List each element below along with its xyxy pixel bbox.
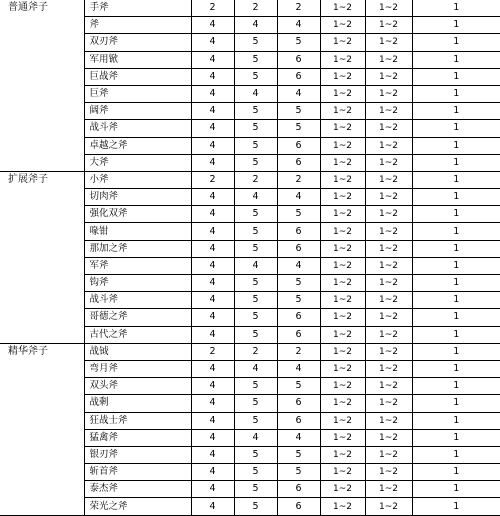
group-cell [0,34,84,51]
stat-a-cell: 4 [191,206,234,223]
count-cell: 1 [412,85,500,102]
stat-b-cell: 4 [234,17,277,34]
stat-b-cell: 5 [234,223,277,240]
count-cell: 1 [412,120,500,137]
count-cell: 1 [412,240,500,257]
stat-c-cell: 5 [277,103,320,120]
table-row [0,189,500,206]
table-row [0,240,500,257]
stat-b-cell: 5 [234,120,277,137]
item-name-cell: 那加之斧 [84,240,191,257]
stat-c-cell: 2 [277,343,320,360]
stat-a-cell: 4 [191,257,234,274]
table-row [0,154,500,171]
stat-a-cell: 4 [191,429,234,446]
stat-b-cell: 5 [234,34,277,51]
stat-b-cell: 5 [234,498,277,515]
group-cell [0,240,84,257]
count-cell: 1 [412,292,500,309]
table-row [0,464,500,481]
range-b-cell: 1~2 [365,34,412,51]
stat-c-cell: 5 [277,378,320,395]
group-label: 精华斧子 [8,346,48,358]
count-cell: 1 [412,171,500,188]
stat-b-cell: 5 [234,464,277,481]
item-name-cell: 银刃斧 [84,446,191,463]
range-a-cell: 1~2 [320,360,365,377]
range-b-cell: 1~2 [365,137,412,154]
item-name-cell: 泰杰斧 [84,481,191,498]
table-row [0,395,500,412]
item-name-cell: 狂战士斧 [84,412,191,429]
range-a-cell: 1~2 [320,223,365,240]
count-cell: 1 [412,326,500,343]
count-cell: 1 [412,17,500,34]
range-a-cell: 1~2 [320,137,365,154]
group-cell [0,206,84,223]
stat-b-cell: 4 [234,189,277,206]
table-row [0,103,500,120]
item-name-cell: 战斗斧 [84,120,191,137]
stat-c-cell: 6 [277,498,320,515]
range-a-cell: 1~2 [320,395,365,412]
table-row [0,412,500,429]
range-a-cell: 1~2 [320,68,365,85]
stat-a-cell: 4 [191,498,234,515]
stat-b-cell: 5 [234,326,277,343]
item-name-cell: 喙钳 [84,223,191,240]
stat-a-cell: 4 [191,292,234,309]
count-cell: 1 [412,481,500,498]
stat-a-cell: 4 [191,240,234,257]
range-a-cell: 1~2 [320,257,365,274]
table-row [0,171,500,188]
table-row [0,85,500,102]
stat-c-cell: 4 [277,257,320,274]
stat-a-cell: 4 [191,412,234,429]
item-name-cell: 军用锨 [84,51,191,68]
stat-c-cell: 6 [277,309,320,326]
group-cell [0,223,84,240]
range-b-cell: 1~2 [365,378,412,395]
stat-a-cell: 4 [191,395,234,412]
stat-a-cell: 4 [191,481,234,498]
group-cell [0,154,84,171]
range-b-cell: 1~2 [365,498,412,515]
stat-c-cell: 6 [277,154,320,171]
count-cell: 1 [412,378,500,395]
item-name-cell: 强化双斧 [84,206,191,223]
range-a-cell: 1~2 [320,446,365,463]
range-a-cell: 1~2 [320,17,365,34]
stat-c-cell: 4 [277,189,320,206]
range-b-cell: 1~2 [365,240,412,257]
stat-c-cell: 5 [277,464,320,481]
stat-a-cell: 4 [191,360,234,377]
range-b-cell: 1~2 [365,0,412,17]
group-cell [0,85,84,102]
stat-a-cell: 4 [191,103,234,120]
stat-b-cell: 5 [234,103,277,120]
range-b-cell: 1~2 [365,481,412,498]
item-name-cell: 大斧 [84,154,191,171]
stat-c-cell: 4 [277,17,320,34]
range-b-cell: 1~2 [365,446,412,463]
range-b-cell: 1~2 [365,103,412,120]
count-cell: 1 [412,309,500,326]
range-b-cell: 1~2 [365,223,412,240]
stat-a-cell: 4 [191,120,234,137]
count-cell: 1 [412,412,500,429]
range-a-cell: 1~2 [320,309,365,326]
count-cell: 1 [412,446,500,463]
range-a-cell: 1~2 [320,343,365,360]
stat-b-cell: 5 [234,51,277,68]
stat-c-cell: 4 [277,360,320,377]
stat-c-cell: 2 [277,0,320,17]
group-cell [0,326,84,343]
count-cell: 1 [412,206,500,223]
stat-b-cell: 5 [234,137,277,154]
range-b-cell: 1~2 [365,257,412,274]
group-cell [0,137,84,154]
count-cell: 1 [412,154,500,171]
group-cell [0,51,84,68]
item-name-cell: 战剩 [84,395,191,412]
stat-b-cell: 5 [234,68,277,85]
stat-a-cell: 4 [191,17,234,34]
range-a-cell: 1~2 [320,120,365,137]
range-a-cell: 1~2 [320,51,365,68]
item-name-cell: 卓越之斧 [84,137,191,154]
group-cell [0,275,84,292]
stat-a-cell: 2 [191,343,234,360]
range-a-cell: 1~2 [320,498,365,515]
group-label: 扩展斧子 [8,174,48,186]
stat-c-cell: 6 [277,412,320,429]
range-b-cell: 1~2 [365,343,412,360]
range-a-cell: 1~2 [320,103,365,120]
stat-b-cell: 4 [234,257,277,274]
range-b-cell: 1~2 [365,51,412,68]
stat-a-cell: 4 [191,464,234,481]
group-cell [0,292,84,309]
item-name-cell: 战斗斧 [84,292,191,309]
count-cell: 1 [412,275,500,292]
stat-a-cell: 4 [191,326,234,343]
stat-c-cell: 5 [277,34,320,51]
range-a-cell: 1~2 [320,240,365,257]
item-name-cell: 战钺 [84,343,191,360]
group-cell [0,68,84,85]
group-cell [0,412,84,429]
stat-a-cell: 4 [191,275,234,292]
table-row [0,257,500,274]
range-a-cell: 1~2 [320,154,365,171]
table-row [0,360,500,377]
group-label: 普通斧子 [8,2,48,14]
stat-c-cell: 5 [277,120,320,137]
item-name-cell: 钩斧 [84,275,191,292]
stat-b-cell: 4 [234,429,277,446]
count-cell: 1 [412,464,500,481]
stat-a-cell: 4 [191,154,234,171]
count-cell: 1 [412,137,500,154]
stat-a-cell: 4 [191,309,234,326]
stat-b-cell: 2 [234,0,277,17]
table-row [0,326,500,343]
range-b-cell: 1~2 [365,171,412,188]
group-cell [0,360,84,377]
stat-a-cell: 4 [191,223,234,240]
range-a-cell: 1~2 [320,34,365,51]
table-row [0,378,500,395]
range-a-cell: 1~2 [320,481,365,498]
stat-c-cell: 6 [277,137,320,154]
item-name-cell: 军斧 [84,257,191,274]
group-cell [0,498,84,515]
item-name-cell: 手斧 [84,0,191,17]
range-b-cell: 1~2 [365,206,412,223]
group-cell [0,378,84,395]
count-cell: 1 [412,395,500,412]
table-row [0,343,500,360]
item-name-cell: 哥德之斧 [84,309,191,326]
stat-b-cell: 4 [234,85,277,102]
item-name-cell: 双刃斧 [84,34,191,51]
group-cell [0,257,84,274]
group-cell [0,481,84,498]
item-name-cell: 猛禽斧 [84,429,191,446]
table-row [0,275,500,292]
stat-a-cell: 4 [191,446,234,463]
range-a-cell: 1~2 [320,326,365,343]
item-name-cell: 巨斧 [84,85,191,102]
stat-a-cell: 4 [191,137,234,154]
stat-b-cell: 5 [234,378,277,395]
table-row [0,223,500,240]
item-name-cell: 小斧 [84,171,191,188]
count-cell: 1 [412,34,500,51]
count-cell: 1 [412,51,500,68]
stat-b-cell: 5 [234,481,277,498]
stat-c-cell: 4 [277,429,320,446]
range-b-cell: 1~2 [365,395,412,412]
range-a-cell: 1~2 [320,189,365,206]
stat-b-cell: 2 [234,171,277,188]
stat-b-cell: 5 [234,309,277,326]
table-row [0,446,500,463]
count-cell: 1 [412,498,500,515]
count-cell: 1 [412,103,500,120]
range-a-cell: 1~2 [320,464,365,481]
range-b-cell: 1~2 [365,17,412,34]
item-name-cell: 荣光之斧 [84,498,191,515]
table-row [0,34,500,51]
stat-a-cell: 2 [191,0,234,17]
item-name-cell: 阔斧 [84,103,191,120]
group-cell [0,395,84,412]
range-b-cell: 1~2 [365,189,412,206]
item-name-cell: 斩首斧 [84,464,191,481]
range-b-cell: 1~2 [365,412,412,429]
stat-b-cell: 5 [234,292,277,309]
count-cell: 1 [412,429,500,446]
range-b-cell: 1~2 [365,275,412,292]
count-cell: 1 [412,360,500,377]
stat-b-cell: 2 [234,343,277,360]
count-cell: 1 [412,343,500,360]
table-row [0,120,500,137]
range-b-cell: 1~2 [365,429,412,446]
count-cell: 1 [412,257,500,274]
range-b-cell: 1~2 [365,464,412,481]
range-b-cell: 1~2 [365,68,412,85]
count-cell: 1 [412,223,500,240]
group-cell [0,429,84,446]
stat-c-cell: 5 [277,275,320,292]
table-row [0,0,500,17]
stat-c-cell: 5 [277,292,320,309]
stat-b-cell: 5 [234,154,277,171]
count-cell: 1 [412,0,500,17]
stat-a-cell: 2 [191,171,234,188]
group-cell [0,464,84,481]
range-b-cell: 1~2 [365,292,412,309]
stat-c-cell: 2 [277,171,320,188]
range-b-cell: 1~2 [365,85,412,102]
group-cell [0,189,84,206]
range-a-cell: 1~2 [320,412,365,429]
item-name-cell: 古代之斧 [84,326,191,343]
item-name-cell: 弯月斧 [84,360,191,377]
stat-b-cell: 5 [234,446,277,463]
stat-a-cell: 4 [191,85,234,102]
range-b-cell: 1~2 [365,154,412,171]
stat-a-cell: 4 [191,68,234,85]
stat-a-cell: 4 [191,34,234,51]
table-row [0,481,500,498]
stat-c-cell: 6 [277,395,320,412]
stat-a-cell: 4 [191,378,234,395]
group-cell [0,309,84,326]
table-row [0,292,500,309]
range-b-cell: 1~2 [365,360,412,377]
group-cell [0,17,84,34]
stat-c-cell: 6 [277,481,320,498]
table-row [0,68,500,85]
stat-c-cell: 4 [277,85,320,102]
range-a-cell: 1~2 [320,171,365,188]
item-name-cell: 双头斧 [84,378,191,395]
stat-b-cell: 5 [234,412,277,429]
range-a-cell: 1~2 [320,206,365,223]
item-name-cell: 切肉斧 [84,189,191,206]
table-row [0,17,500,34]
range-b-cell: 1~2 [365,120,412,137]
range-a-cell: 1~2 [320,0,365,17]
table-row [0,51,500,68]
stat-a-cell: 4 [191,51,234,68]
stat-b-cell: 4 [234,360,277,377]
item-name-cell: 巨战斧 [84,68,191,85]
stat-c-cell: 5 [277,206,320,223]
range-a-cell: 1~2 [320,292,365,309]
count-cell: 1 [412,189,500,206]
stat-c-cell: 6 [277,51,320,68]
stat-b-cell: 5 [234,275,277,292]
stat-c-cell: 6 [277,223,320,240]
table-row [0,206,500,223]
stat-c-cell: 6 [277,68,320,85]
range-a-cell: 1~2 [320,275,365,292]
range-a-cell: 1~2 [320,85,365,102]
table-row [0,137,500,154]
range-b-cell: 1~2 [365,326,412,343]
stat-b-cell: 5 [234,206,277,223]
group-cell [0,446,84,463]
range-b-cell: 1~2 [365,309,412,326]
table-row [0,498,500,515]
item-name-cell: 斧 [84,17,191,34]
range-a-cell: 1~2 [320,378,365,395]
stat-c-cell: 5 [277,446,320,463]
stat-b-cell: 5 [234,240,277,257]
table-row [0,309,500,326]
stat-b-cell: 5 [234,395,277,412]
stat-a-cell: 4 [191,189,234,206]
stat-c-cell: 6 [277,326,320,343]
table-row [0,429,500,446]
range-a-cell: 1~2 [320,429,365,446]
group-cell [0,120,84,137]
stat-c-cell: 6 [277,240,320,257]
count-cell: 1 [412,68,500,85]
group-cell [0,103,84,120]
